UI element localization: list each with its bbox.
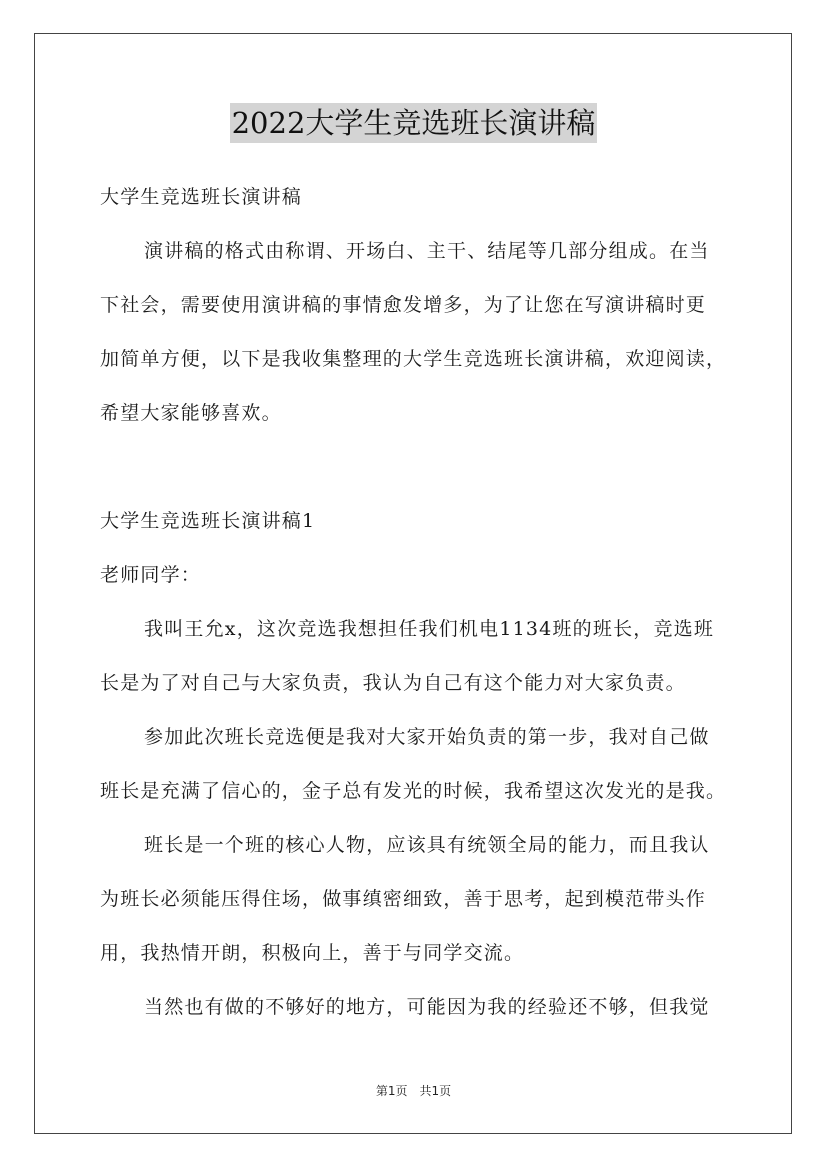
blank-line [100, 440, 740, 494]
paragraph-line: 长是为了对自己与大家负责，我认为自己有这个能力对大家负责。 [100, 672, 686, 694]
paragraph-line: 当然也有做的不够好的地方，可能因为我的经验还不够，但我觉 [144, 996, 710, 1018]
document-title: 2022大学生竞选班长演讲稿 [230, 103, 598, 143]
salutation: 老师同学： [100, 564, 202, 586]
paragraph-line: 下社会，需要使用演讲稿的事情愈发增多，为了让您在写演讲稿时更 [100, 294, 707, 316]
paragraph-line: 为班长必须能压得住场，做事缜密细致，善于思考，起到模范带头作 [100, 888, 707, 910]
paragraph-line: 希望大家能够喜欢。 [100, 402, 282, 424]
paragraph-line: 参加此次班长竞选便是我对大家开始负责的第一步，我对自己做 [144, 726, 710, 748]
document-body [100, 170, 740, 1034]
page-number: 第1页 [375, 1084, 408, 1098]
paragraph-line: 加简单方便，以下是我收集整理的大学生竞选班长演讲稿，欢迎阅读， [100, 348, 727, 370]
paragraph-line: 班长是充满了信心的，金子总有发光的时候，我希望这次发光的是我。 [100, 780, 727, 802]
page-footer [0, 1082, 827, 1099]
paragraph-line: 班长是一个班的核心人物，应该具有统领全局的能力，而且我认 [144, 834, 710, 856]
title-container [0, 103, 827, 143]
paragraph-line: 我叫王允x，这次竞选我想担任我们机电1134班的班长，竞选班 [144, 618, 715, 640]
section-heading: 大学生竞选班长演讲稿 [100, 186, 303, 208]
paragraph-line: 用，我热情开朗，积极向上，善于与同学交流。 [100, 942, 525, 964]
page-total: 共1页 [419, 1084, 452, 1098]
paragraph-line: 演讲稿的格式由称谓、开场白、主干、结尾等几部分组成。在当 [144, 240, 710, 262]
section-heading: 大学生竞选班长演讲稿1 [100, 510, 316, 532]
